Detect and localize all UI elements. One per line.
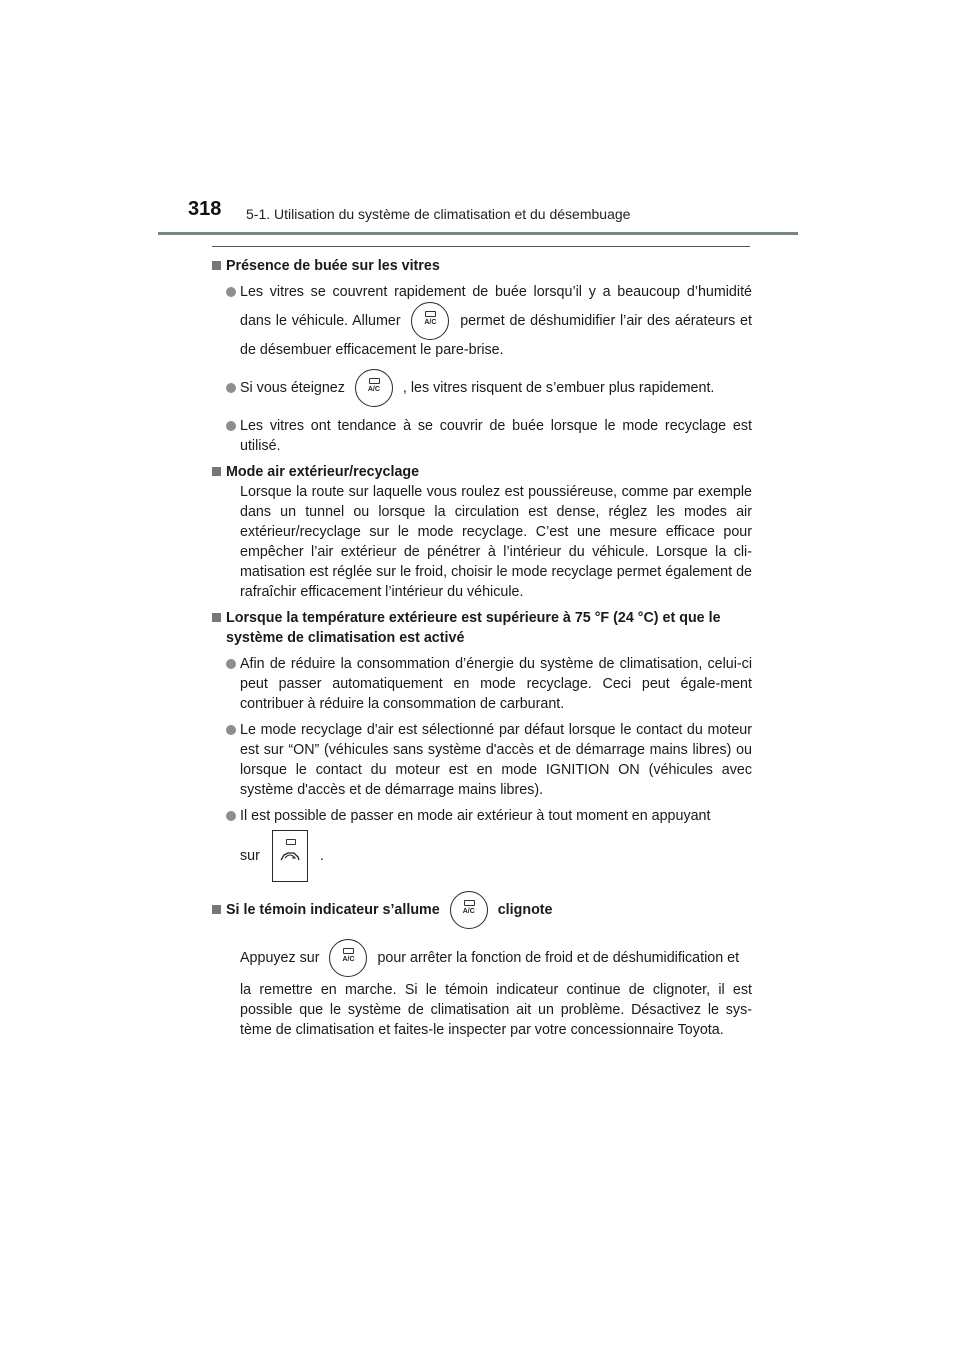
header-rule [158,232,798,235]
circle-bullet-icon [226,811,236,821]
circle-bullet-icon [226,725,236,735]
heading-text: clignote [497,902,553,918]
bullet-text: permet de déshumidifier l’air des aérateurs et de désembuer efficacement le pare-brise. [240,312,752,358]
bullet-default-recirc [212,720,752,800]
ac-button-icon [329,939,367,977]
square-bullet-icon [212,613,221,622]
bullet-text: Si vous éteignez [240,380,345,396]
circle-bullet-icon [226,383,236,393]
ac-icon-label: A/C [424,319,437,326]
paragraph-press-ac [212,936,752,980]
bullet-text: . [319,847,324,864]
section-title: 5-1. Utilisation du système de climatisation et du désembuage [246,206,631,222]
ac-button-icon [355,369,393,407]
bullet-text: sur [240,847,260,864]
circle-bullet-icon [226,659,236,669]
heading-text: Mode air extérieur/recyclage [226,464,420,480]
ac-icon-label: A/C [462,908,475,916]
ac-button-icon [411,302,449,340]
heading-outside-air [212,462,752,482]
ac-button-icon [450,891,488,929]
bullet-humidity [212,282,752,360]
square-bullet-icon [212,467,221,476]
paragraph-text: Appuyez sur [240,950,320,966]
bullet-text: Les vitres ont tendance à se couvrir de buée lorsque le mode recyclage est utilisé. [240,418,752,454]
bullet-switch-outside [212,806,752,826]
bullet-energy [212,654,752,714]
bullet-recirc-fog [212,416,752,456]
heading-text: Lorsque la température extérieure est supérieure à 75 °F (24 °C) et que le système de climatisation est activé [226,610,721,646]
bullet-text: Le mode recyclage d'air est sélectionné par défaut lorsque le contact du moteur est sur “ON” (véhicules sans système d'accès et de démarrage mains libres) ou lorsque le contact du moteur est en mode IGNITION ON (véhicules avec système d'accès et de démarrage mains libres). [240,722,752,798]
section-rule [212,246,750,247]
indicator-led-icon [425,311,436,317]
bullet-text: , les vitres risquent de s’embuer plus rapidement. [402,380,715,396]
heading-temperature [212,608,752,648]
indicator-led-icon [286,839,296,845]
bullet-turn-off [212,366,752,410]
heading-text: Présence de buée sur les vitres [226,258,440,274]
bullet-text: Afin de réduire la consommation d’énergie du système de climatisation, celui-ci peut passer automatiquement en mode recyclage. Ceci peut égale-ment contribuer à réduire la consommation de carburant. [240,656,752,712]
bullet-text: Les vitres se couvrent rapidement de buée lorsqu’il y a beaucoup d’humidité dans le véhicule. Allumer [240,284,752,329]
heading-fogging [212,256,752,276]
paragraph-outside-air: Lorsque la route sur laquelle vous roulez est poussiéreuse, comme par exemple dans un tunnel ou lorsque la circulation est dense, réglez les modes air extérieur/recyclage sur le mode recyclage. C’est une mesure efficace pour empêcher l’air extérieur de pénétrer à l’intérieur du véhicule. Lorsque la cli-matisation est réglée sur le froid, choisir le mode recyclage permet également de rafraîchir efficacement l’intérieur du véhicule. [240,484,752,600]
heading-indicator-blinks [212,888,752,932]
square-bullet-icon [212,261,221,270]
ac-icon-label: A/C [367,386,380,394]
square-bullet-icon [212,905,221,914]
page-number: 318 [188,198,222,220]
circle-bullet-icon [226,287,236,297]
bullet-text: Il est possible de passer en mode air extérieur à tout moment en appuyant [240,808,711,824]
recirculation-button-icon [272,830,308,882]
indicator-led-icon [369,378,380,384]
paragraph-text: pour arrêter la fonction de froid et de déshumidification et [377,950,740,966]
ac-icon-label: A/C [342,956,355,964]
heading-text: Si le témoin indicateur s’allume [226,902,440,918]
bullet-continuation [212,830,752,882]
car-recirculation-icon [279,850,301,862]
page-content [212,256,752,1040]
indicator-led-icon [464,900,475,906]
indicator-led-icon [343,948,354,954]
circle-bullet-icon [226,421,236,431]
paragraph-indicator-continue: la remettre en marche. Si le témoin indicateur continue de clignoter, il est possible que le système de climatisation ait un problème. Désactivez le sys-tème de climatisation et faites-le inspecter par votre concessionnaire Toyota. [240,982,752,1038]
